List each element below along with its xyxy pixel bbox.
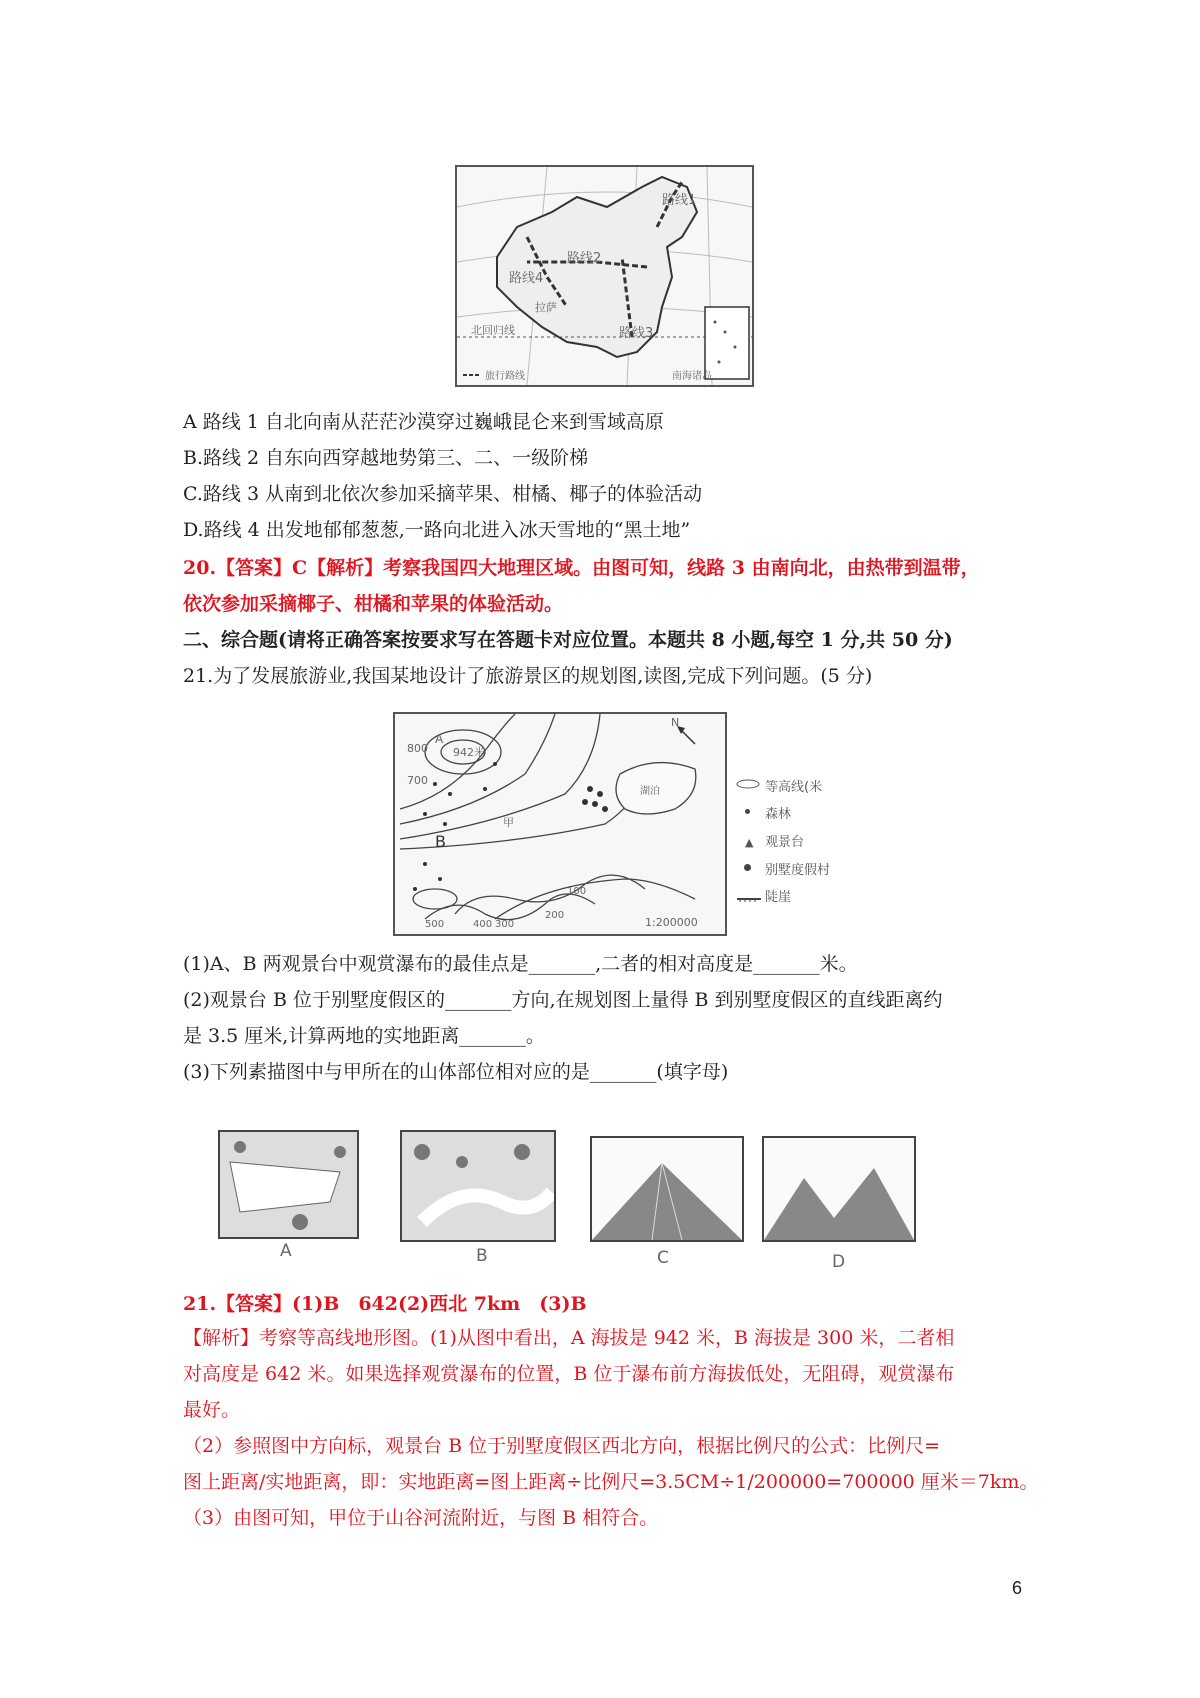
contour-legend [735, 778, 855, 938]
point-b-label: B [435, 832, 446, 851]
contour-200-label: 200 [545, 910, 565, 921]
sketch-d [762, 1136, 916, 1242]
legend-forest-icon [745, 809, 750, 814]
legend-contour-icon [735, 778, 761, 794]
legend-forest-label: 森林 [765, 807, 792, 822]
north-label: N [671, 716, 680, 729]
south-sea-label: 南海诸岛 [672, 371, 712, 382]
route2-label: 路线2 [567, 251, 602, 266]
scale-label: 1:200000 [645, 916, 698, 929]
q20-option-b: B.路线 2 自东向西穿越地势第三、二、一级阶梯 [183, 447, 589, 469]
legend-villa-icon [744, 864, 751, 871]
q21-sub2-line2: 是 3.5 厘米,计算两地的实地距离_______。 [183, 1025, 545, 1047]
q20-option-a: A 路线 1 自北向南从茫茫沙漠穿过巍峨昆仑来到雪域高原 [183, 411, 664, 433]
legend-villa-label: 别墅度假村 [765, 863, 831, 878]
q21-sub1: (1)A、B 两观景台中观赏瀑布的最佳点是_______,二者的相对高度是_______米。 [183, 953, 858, 975]
q20-answer-line2: 依次参加采摘椰子、柑橘和苹果的体验活动。 [183, 593, 564, 615]
lhasa-label: 拉萨 [535, 301, 557, 314]
point-a-label: A [435, 732, 444, 746]
route3-label: 路线3 [619, 326, 654, 341]
section2-title: 二、综合题(请将正确答案按要求写在答题卡对应位置。本题共 8 小题,每空 1 分,共 50 分) [183, 629, 953, 651]
legend-cliff-label: 陡崖 [765, 890, 792, 905]
china-map-drawing [457, 167, 752, 385]
contour-500-label: 500 [425, 919, 445, 930]
q21-analysis-line2: 对高度是 642 米。如果选择观赏瀑布的位置，B 位于瀑布前方海拔低处，无阻碍，观赏瀑布 [183, 1363, 955, 1385]
q21-answer: 21.【答案】(1)B 642(2)西北 7km (3)B [183, 1293, 587, 1315]
contour-map [393, 712, 727, 936]
q21-sub3: (3)下列素描图中与甲所在的山体部位相对应的是_______(填字母) [183, 1061, 729, 1083]
sketch-b [400, 1130, 556, 1242]
legend-contour-label: 等高线(米 [765, 780, 823, 795]
route4-label: 路线4 [509, 271, 544, 286]
q20-option-d: D.路线 4 出发地郁郁葱葱,一路向北进入冰天雪地的“黑土地” [183, 519, 691, 541]
q21-analysis-line1: 【解析】考察等高线地形图。(1)从图中看出，A 海拔是 942 米，B 海拔是 300 米，二者相 [183, 1327, 955, 1349]
q21-analysis-line4: （2）参照图中方向标，观景台 B 位于别墅度假区西北方向，根据比例尺的公式：比例尺= [183, 1435, 941, 1457]
q20-option-c: C.路线 3 从南到北依次参加采摘苹果、柑橘、椰子的体验活动 [183, 483, 703, 505]
q21-analysis-line5: 图上距离/实地距离，即：实地距离=图上距离÷比例尺=3.5CM÷1/200000=700000 厘米＝7km。 [183, 1471, 1039, 1493]
q21-analysis-line3: 最好。 [183, 1399, 241, 1421]
q21-sub2-line1: (2)观景台 B 位于别墅度假区的_______方向,在规划图上量得 B 到别墅度假区的直线距离约 [183, 989, 943, 1011]
china-route-map [455, 165, 754, 387]
contour-drawing [395, 714, 725, 934]
contour-400-label: 400 [473, 919, 493, 930]
legend-cliff-icon [737, 891, 761, 906]
sketch-label-b: B [476, 1246, 488, 1266]
sketch-c [590, 1136, 744, 1242]
legend-route-label: 旅行路线 [485, 371, 525, 382]
jia-label: 甲 [503, 816, 514, 829]
page-number: 6 [1012, 1578, 1023, 1598]
legend-viewpoint-icon: ▲ [745, 836, 754, 849]
contour-700-label: 700 [407, 774, 428, 787]
tropic-label: 北回归线 [471, 324, 515, 337]
sketch-label-a: A [280, 1241, 292, 1261]
sketch-label-c: C [657, 1248, 669, 1268]
q21-stem: 21.为了发展旅游业,我国某地设计了旅游景区的规划图,读图,完成下列问题。(5 分) [183, 665, 873, 687]
lake-label: 湖泊 [640, 786, 660, 797]
contour-300-label: 300 [495, 919, 515, 930]
q20-answer-line1: 20.【答案】C【解析】考察我国四大地理区域。由图可知，线路 3 由南向北，由热带到温带， [183, 557, 980, 579]
route1-label: 路线1 [662, 193, 697, 208]
contour-100-label: 100 [567, 886, 587, 897]
legend-viewpoint-label: 观景台 [765, 835, 805, 850]
contour-800-label: 800 [407, 742, 428, 755]
sketch-label-d: D [832, 1252, 846, 1272]
contour-942-label: 942米 [453, 746, 485, 759]
q21-analysis-line6: （3）由图可知，甲位于山谷河流附近，与图 B 相符合。 [183, 1507, 659, 1529]
sketch-a [218, 1130, 359, 1239]
